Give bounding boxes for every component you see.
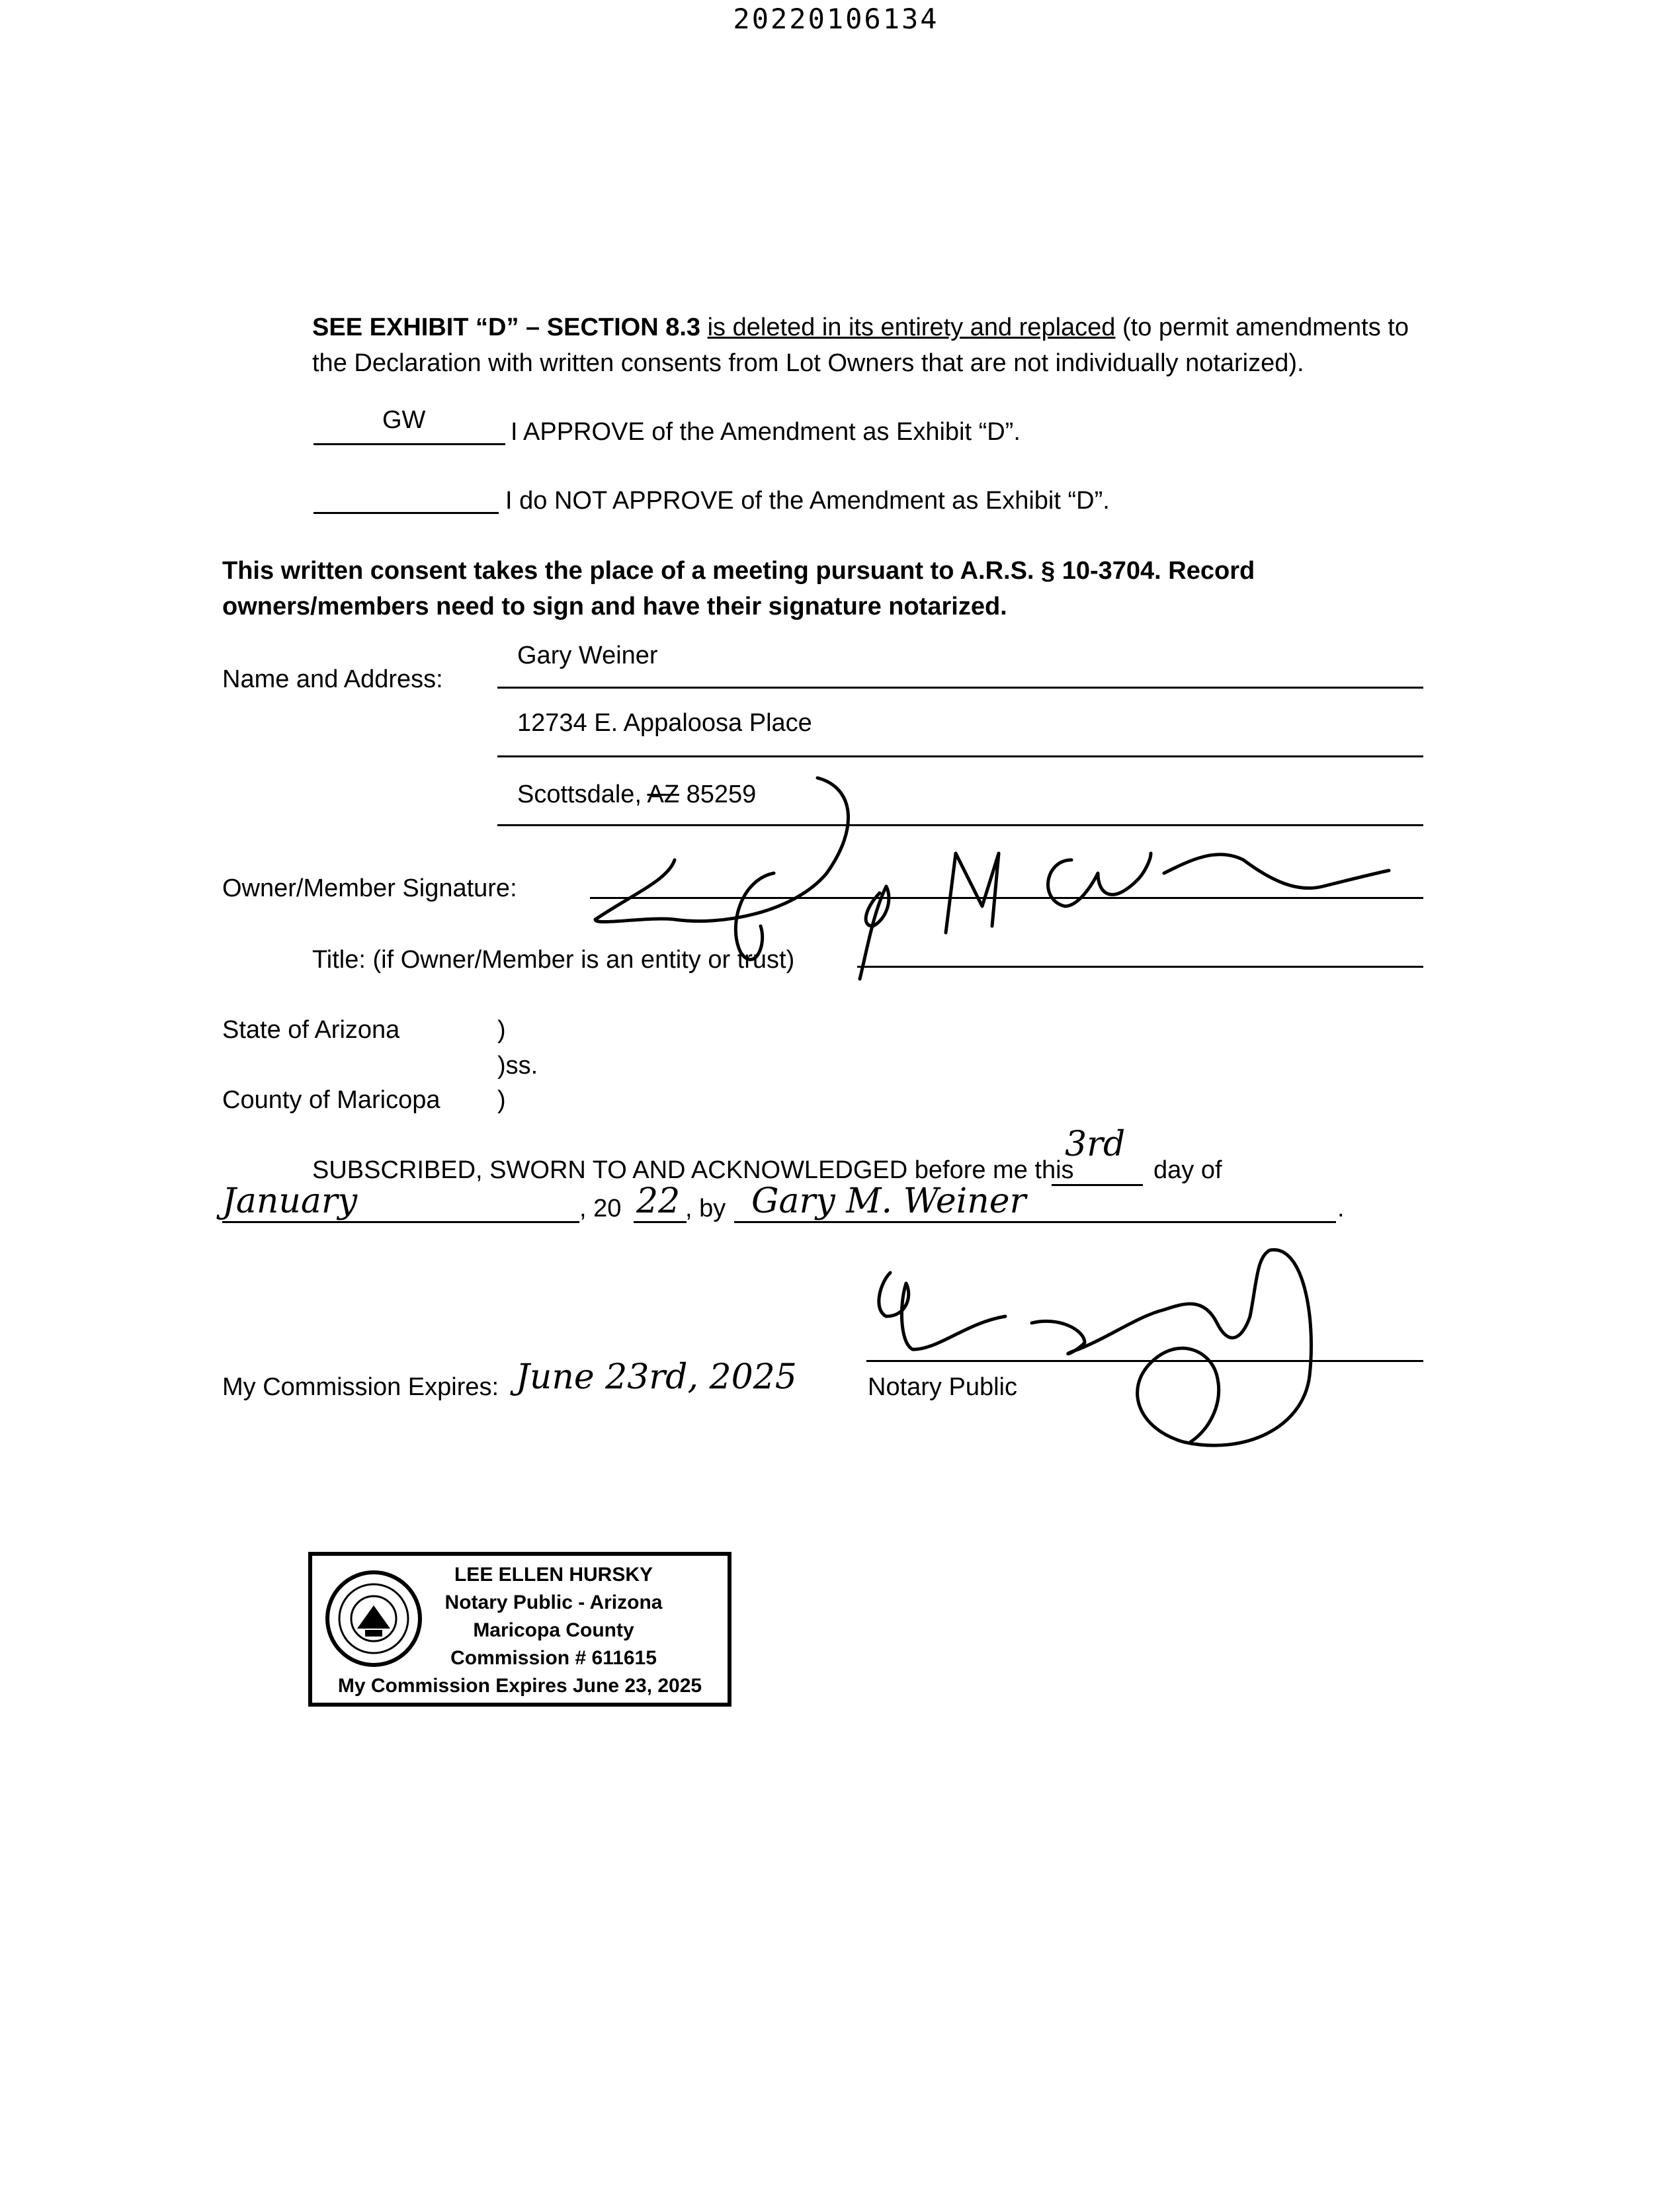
owner-state-struck: AZ <box>647 781 680 808</box>
venue-ss: )ss. <box>497 1052 538 1080</box>
consent-notice-line-1: This written consent takes the place of a meeting pursuant to A.R.S. § 10-3704. Record <box>222 557 1255 585</box>
notary-public-label: Notary Public <box>868 1373 1017 1401</box>
notary-stamp <box>308 1552 732 1707</box>
signature-label: Owner/Member Signature: <box>222 874 517 902</box>
owner-zip: 85259 <box>679 781 757 808</box>
document-number: 20220106134 <box>733 3 939 35</box>
owner-street: 12734 E. Appaloosa Place <box>517 709 812 737</box>
disapprove-text: I do NOT APPROVE of the Amendment as Exhibit “D”. <box>505 487 1110 515</box>
title-label: Title: (if Owner/Member is an entity or trust) <box>312 946 795 974</box>
acknowledgment-year-prefix: , 20 <box>579 1195 622 1222</box>
state-seal-icon <box>324 1569 423 1668</box>
acknowledgment-signer: Gary M. Weiner <box>751 1181 1026 1221</box>
venue-state: State of Arizona <box>222 1016 400 1044</box>
stamp-county: Maricopa County <box>473 1619 634 1641</box>
owner-name: Gary Weiner <box>517 642 658 669</box>
owner-city: Scottsdale, <box>517 781 648 808</box>
acknowledgment-month: January <box>222 1181 358 1221</box>
consent-notice-line-2: owners/members need to sign and have their signature notarized. <box>222 593 1007 620</box>
approve-mark: GW <box>382 406 426 434</box>
stamp-name: LEE ELLEN HURSKY <box>454 1564 653 1586</box>
exhibit-lead: SEE EXHIBIT “D” – SECTION 8.3 <box>312 314 701 341</box>
name-address-label: Name and Address: <box>222 665 443 693</box>
acknowledgment-by: , by <box>685 1195 726 1222</box>
acknowledgment-end: . <box>1337 1195 1345 1222</box>
stamp-commission: Commission # 611615 <box>450 1647 657 1669</box>
exhibit-rest: (to permit amendments to <box>1122 314 1409 341</box>
exhibit-underlined: is deleted in its entirety and replaced <box>707 314 1116 341</box>
acknowledgment-year: 22 <box>636 1181 681 1221</box>
stamp-title: Notary Public - Arizona <box>444 1592 663 1613</box>
exhibit-line-2: the Declaration with written consents from Lot Owners that are not individually notarized). <box>312 349 1304 377</box>
acknowledgment-text: SUBSCRIBED, SWORN TO AND ACKNOWLEDGED before me this <box>312 1156 1074 1184</box>
acknowledgment-day-of: day of <box>1153 1156 1222 1184</box>
commission-date: June 23rd, 2025 <box>516 1357 797 1397</box>
approve-text: I APPROVE of the Amendment as Exhibit “D”. <box>511 418 1021 446</box>
venue-paren-2: ) <box>497 1086 506 1114</box>
stamp-text <box>411 1561 696 1672</box>
venue-county: County of Maricopa <box>222 1086 440 1114</box>
acknowledgment-day: 3rd <box>1065 1125 1126 1164</box>
commission-label: My Commission Expires: <box>222 1373 499 1401</box>
stamp-expires: My Commission Expires June 23, 2025 <box>337 1675 702 1697</box>
venue-paren-1: ) <box>497 1016 506 1044</box>
